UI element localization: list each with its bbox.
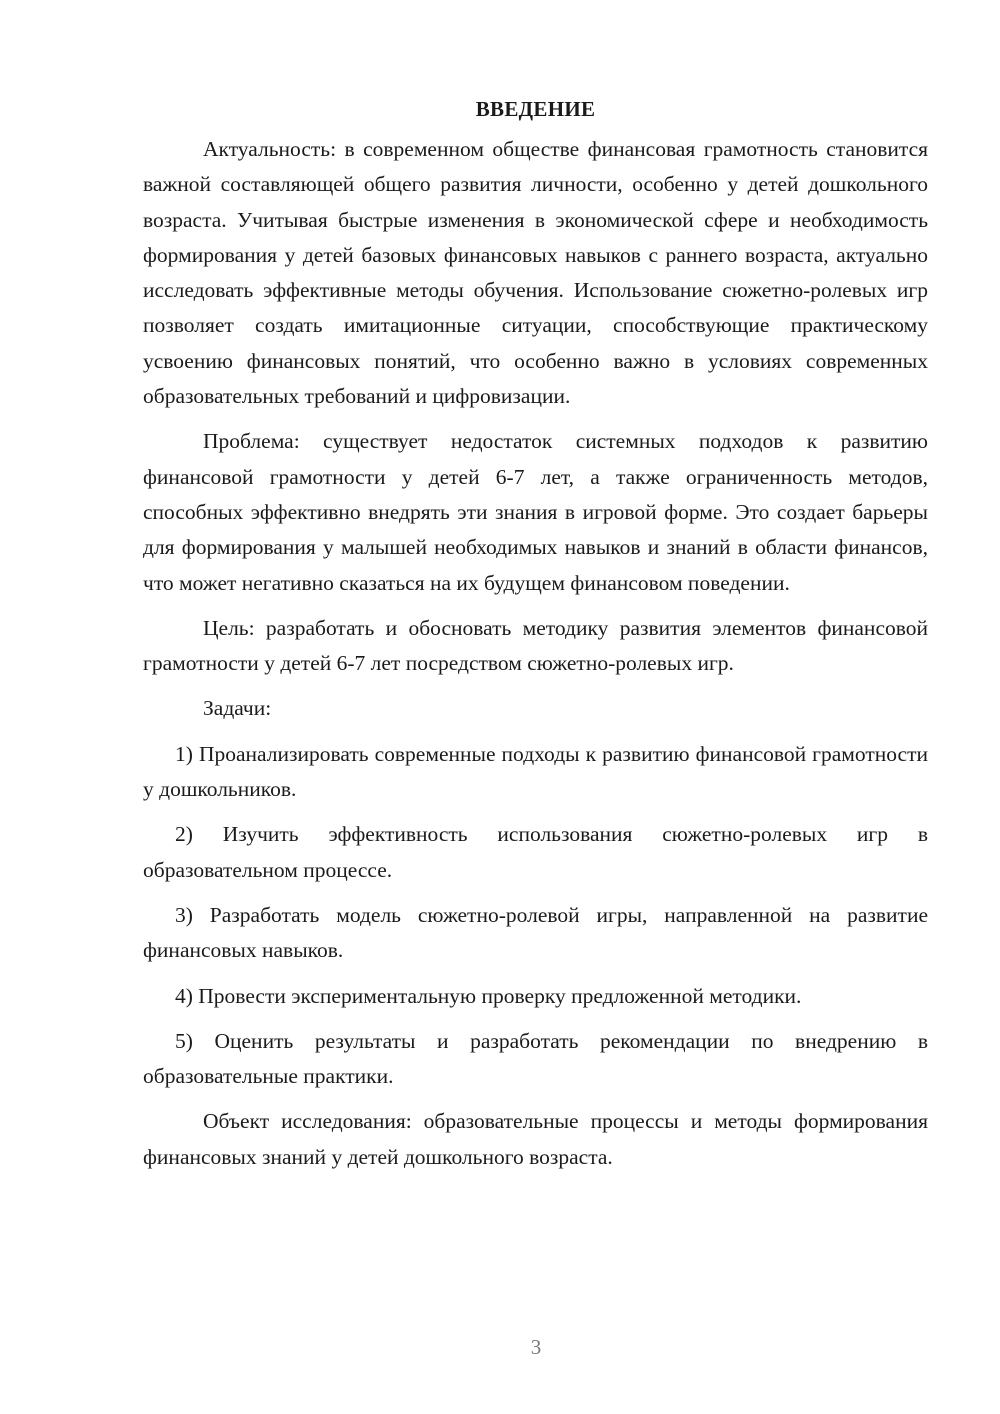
page-content xyxy=(143,92,928,1175)
task-item-3: 3) Разработать модель сюжетно-ролевой игры, направленной на развитие финансовых навыков. xyxy=(143,902,928,963)
task-item-1: 1) Проанализировать современные подходы к развитию финансовой грамотности у дошкольников. xyxy=(143,741,928,802)
object-paragraph: Объект исследования: образовательные процессы и методы формирования финансовых знаний у детей дошкольного возраста. xyxy=(143,1109,928,1169)
task-item-2: 2) Изучить эффективность использования сюжетно-ролевых игр в образовательном процессе. xyxy=(143,822,928,882)
task-item-5: 5) Оценить результаты и разработать рекомендации по внедрению в образовательные практики. xyxy=(143,1028,928,1089)
section-heading: ВВЕДЕНИЕ xyxy=(475,97,596,121)
tasks-label: Задачи: xyxy=(203,696,272,721)
relevance-paragraph: Актуальность: в современном обществе финансовая грамотность становится важной составляющей общего развития личности, особенно у детей дошкольного возраста. Учитывая быстрые изменения в экономической сфере и необходимость формирования у детей базовых финансовых навыков с раннего возраста, актуально исследовать эффективные методы обучения. Использование сюжетно-ролевых игр позволяет создать имитационные ситуации, способствующие практическому усвоению финансовых понятий, что особенно важно в условиях современных образовательных требований и цифровизации. xyxy=(143,137,928,409)
task-item-4: 4) Провести экспериментальную проверку предложенной методики. xyxy=(175,983,802,1008)
problem-paragraph: Проблема: существует недостаток системных подходов к развитию финансовой грамотности у детей 6-7 лет, а также ограниченность методов, способных эффективно внедрять эти знания в игровой форме. Это создает барьеры для формирования у малышей необходимых навыков и знаний в области финансов, что может негативно сказаться на их будущем финансовом поведении. xyxy=(143,429,928,595)
page-number: 3 xyxy=(530,1335,542,1359)
goal-paragraph: Цель: разработать и обосновать методику развития элементов финансовой грамотности у детей 6-7 лет посредством сюжетно-ролевых игр. xyxy=(143,615,928,676)
